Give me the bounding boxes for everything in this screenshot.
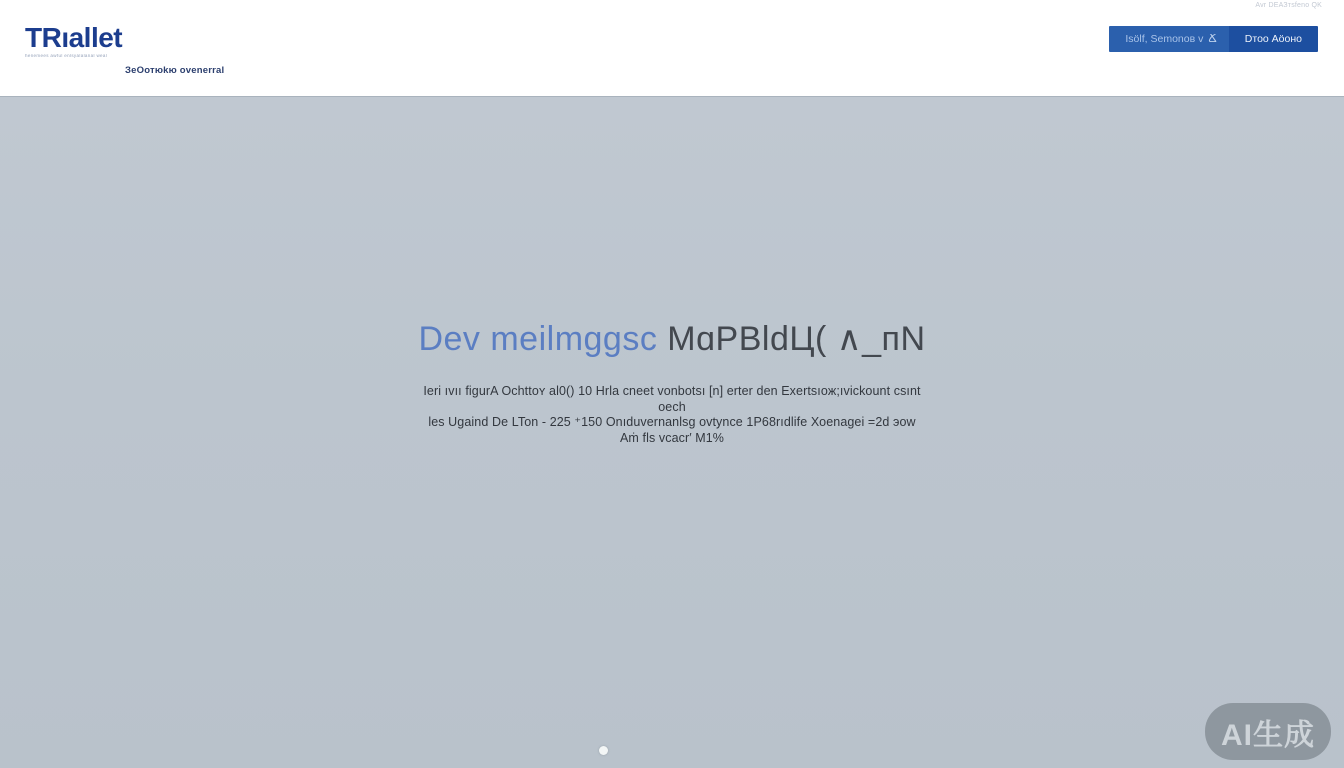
logo-tagline: henemees awful enlsyalalanal weal [25,54,108,58]
site-logo[interactable] [25,24,122,59]
top-utility-text: Avr DEАЗтsfeno QK [1255,2,1322,9]
hero-paragraph-line: Aṁ fls vcacr′ M1% [619,430,725,445]
nav-item-primary[interactable]: ЗеОотюkю ovenerral [125,65,225,76]
header-cta-bar [1109,26,1318,52]
hero-heading-dark-part: MɑPBldЦ( ∧_пN [667,320,926,358]
bell-icon: Ճ [1208,32,1217,45]
site-header [0,0,1344,96]
hero-paragraph-line: les Ugaind De LTon - 225 ⁺150 Onıduvernanlsg ovtynce 1P68rıdlife Хоеnagei =2d эow [428,415,916,430]
hero-heading-blue-part: Dev meilmggsc [418,320,668,358]
hero-section [0,96,1344,768]
carousel-dots [599,746,608,755]
account-menu-label: Isölf, Ѕеmonов v [1125,33,1204,45]
ai-watermark-badge [1205,703,1331,760]
hero-heading [0,321,1344,358]
account-menu-button[interactable] [1109,26,1228,52]
carousel-dot[interactable] [599,746,608,755]
hero-paragraph-line: Ieri ıvıı figurA Ochttoʏ al0() 10 Hrla cneet vonbotsı [n] erter den Exertsıoж;ıvickount csınt oech [423,384,921,414]
ai-watermark-label: AI生成 [1221,718,1315,752]
primary-action-button[interactable] [1229,26,1318,52]
logo-wordmark: TRıallet [25,22,123,53]
primary-action-label: Dтоо Аöоно [1244,33,1302,45]
hero-paragraph [412,384,932,446]
